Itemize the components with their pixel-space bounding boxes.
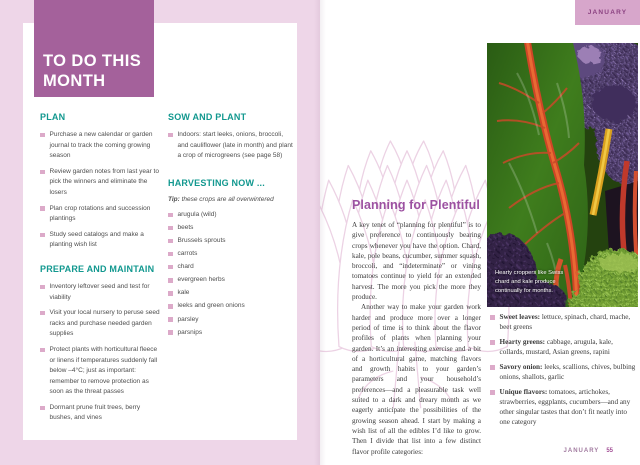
bullet-square-icon <box>168 304 173 309</box>
harvest-item <box>168 210 294 221</box>
harvest-text: beets <box>177 223 194 231</box>
todo-text: Purchase a new calendar or garden journal to track the coming growing season <box>49 131 153 160</box>
bullet-square-icon <box>40 133 45 138</box>
todo-text: Plan crop rotations and succession plantings <box>49 204 151 223</box>
left-column <box>40 112 161 437</box>
bullet-square-icon <box>168 265 173 270</box>
bullet-square-icon <box>490 390 495 395</box>
harvest-text: kale <box>177 289 190 297</box>
todo-item <box>40 282 161 303</box>
flavor-item <box>490 338 639 358</box>
section-title: PREPARE AND MAINTAIN <box>40 263 155 274</box>
bullet-square-icon <box>40 233 45 238</box>
todo-text: Review garden notes from last year to pick the winners and eliminate the losers <box>49 167 159 196</box>
flavor-text: tomatoes, artichokes, strawberries, eggplants, cucumbers—and any other singular tastes that don’t fit neatly into one category <box>499 388 631 426</box>
article-paragraph: Another way to make your garden work harder and produce more over a longer period of time is to think about the flavor profiles of plants when planning your garden. It’s an interesting exercise and a bit of a horticultural game, matching flavors and growth habits to your garden’s parameters and your household’s preferences—and a pleasurable task well suited to a dark and dreary month as we eagerly anticipate the possibilities of the growing season ahead. I start by making a wish list of all the edibles I’d like to grow. Then I divide that list into a few distinct flavor profile categories: <box>352 303 481 456</box>
flavor-item <box>490 363 639 383</box>
todo-item <box>40 345 161 398</box>
todo-item <box>40 230 161 251</box>
bullet-square-icon <box>168 252 173 257</box>
flavor-label: Savory onion: <box>499 363 543 372</box>
flavor-profile-list <box>490 313 639 433</box>
tip-text: these crops are all overwintered <box>179 195 274 203</box>
todo-text: Inventory leftover seed and test for viability <box>49 282 150 301</box>
bullet-square-icon <box>168 213 173 218</box>
flavor-label: Sweet leaves: <box>499 313 541 321</box>
flavor-text: lettuce, spinach, chard, mache, beet greens <box>499 313 631 331</box>
flavor-text-wrap <box>500 338 640 358</box>
harvest-item <box>168 315 294 326</box>
article <box>352 198 481 457</box>
todo-item <box>40 308 161 340</box>
section-sow-and-plant <box>168 112 294 162</box>
todo-text: Visit your local nursery to peruse seed racks and purchase needed garden supplies <box>49 309 160 338</box>
section-prepare-and-maintain <box>40 264 161 424</box>
banner-line-2: MONTH <box>43 72 106 90</box>
harvest-item <box>168 223 294 234</box>
footer-page-number: 55 <box>606 448 613 454</box>
harvest-item <box>168 301 294 312</box>
section-plan <box>40 112 161 251</box>
harvest-text: leeks and green onions <box>177 302 245 310</box>
bullet-square-icon <box>40 311 45 316</box>
section-title: PLAN <box>40 112 66 122</box>
flavor-item <box>490 313 639 333</box>
vegetable-photo-art <box>487 43 638 307</box>
bullet-square-icon <box>490 365 495 370</box>
tip-label: Tip: <box>168 195 180 203</box>
todo-item <box>40 167 161 199</box>
bullet-square-icon <box>168 239 173 244</box>
flavor-label: Unique flavors: <box>499 388 548 397</box>
tip-note <box>168 196 294 203</box>
bullet-square-icon <box>168 278 173 283</box>
bullet-square-icon <box>168 226 173 231</box>
harvest-item <box>168 288 294 299</box>
harvest-text: evergreen herbs <box>177 276 225 284</box>
todo-item <box>168 130 294 162</box>
flavor-text-wrap <box>500 388 640 427</box>
harvest-text: Brussels sprouts <box>177 236 226 244</box>
harvest-item <box>168 328 294 339</box>
photo-caption: Hearty croppers like Swiss chard and kale produce continually for months. <box>495 270 564 294</box>
harvest-item <box>168 236 294 247</box>
harvest-item <box>168 262 294 273</box>
bullet-square-icon <box>490 315 495 320</box>
bullet-square-icon <box>168 291 173 296</box>
todo-text: Study seed catalogs and make a planting wish list <box>49 230 144 249</box>
article-paragraph: A key tenet of “planning for plentiful” is to give preference to continuously bearing crops whenever you have the option. Chard, kale, pole beans, cucumber, summer squash, broccoli, and “indeterminate” or vining tomatoes continue to yield for an extended harvest. The more you pick the more they produce. <box>352 221 481 302</box>
bullet-square-icon <box>490 340 495 345</box>
article-title: Planning for Plentiful <box>352 198 480 212</box>
bullet-square-icon <box>40 170 45 175</box>
todo-item <box>40 403 161 424</box>
todo-item <box>40 204 161 225</box>
flavor-text-wrap <box>500 363 640 383</box>
todo-text: Protect plants with horticultural fleece or linens if temperatures suddenly fall below –4°C; just as important: remember to remove protection as soon as the threat passes <box>49 345 158 396</box>
todo-text: Dormant prune fruit trees, berry bushes, and vines <box>49 403 141 422</box>
vegetable-photo <box>487 43 638 307</box>
section-title: HARVESTING NOW ... <box>168 177 265 188</box>
section-title: SOW AND PLANT <box>168 112 247 122</box>
bullet-square-icon <box>168 133 173 138</box>
harvest-text: parsley <box>177 315 199 323</box>
bullet-square-icon <box>40 285 45 290</box>
bullet-square-icon <box>40 206 45 211</box>
footer-month: JANUARY <box>563 448 600 454</box>
flavor-text-wrap <box>500 313 640 333</box>
flavor-item <box>490 388 639 427</box>
harvest-item <box>168 249 294 260</box>
todo-item <box>40 130 161 162</box>
banner-line-1: TO DO THIS <box>43 52 142 70</box>
month-todo-banner <box>34 0 154 97</box>
section-harvesting-now <box>168 178 294 338</box>
harvest-text: parsnips <box>177 328 203 336</box>
right-column <box>168 112 294 351</box>
flavor-label: Hearty greens: <box>499 338 546 347</box>
bullet-square-icon <box>168 317 173 322</box>
harvest-text: arugula (wild) <box>177 210 217 218</box>
harvest-text: carrots <box>177 250 198 258</box>
flavor-text: cabbage, arugula, kale, collards, mustard, Asian greens, rapini <box>499 338 613 356</box>
page-footer <box>564 448 613 454</box>
bullet-square-icon <box>40 348 45 353</box>
harvest-text: chard <box>177 263 194 271</box>
todo-text: Indoors: start leeks, onions, broccoli, and cauliflower (late in month) and plant a crop of microgreens (see page 58) <box>177 131 293 160</box>
harvest-item <box>168 275 294 286</box>
right-page <box>320 0 640 465</box>
bullet-square-icon <box>40 406 45 411</box>
bullet-square-icon <box>168 330 173 335</box>
flavor-text: leeks, scallions, chives, bulbing onions, shallots, garlic <box>499 363 636 381</box>
month-tab: JANUARY <box>575 0 640 25</box>
